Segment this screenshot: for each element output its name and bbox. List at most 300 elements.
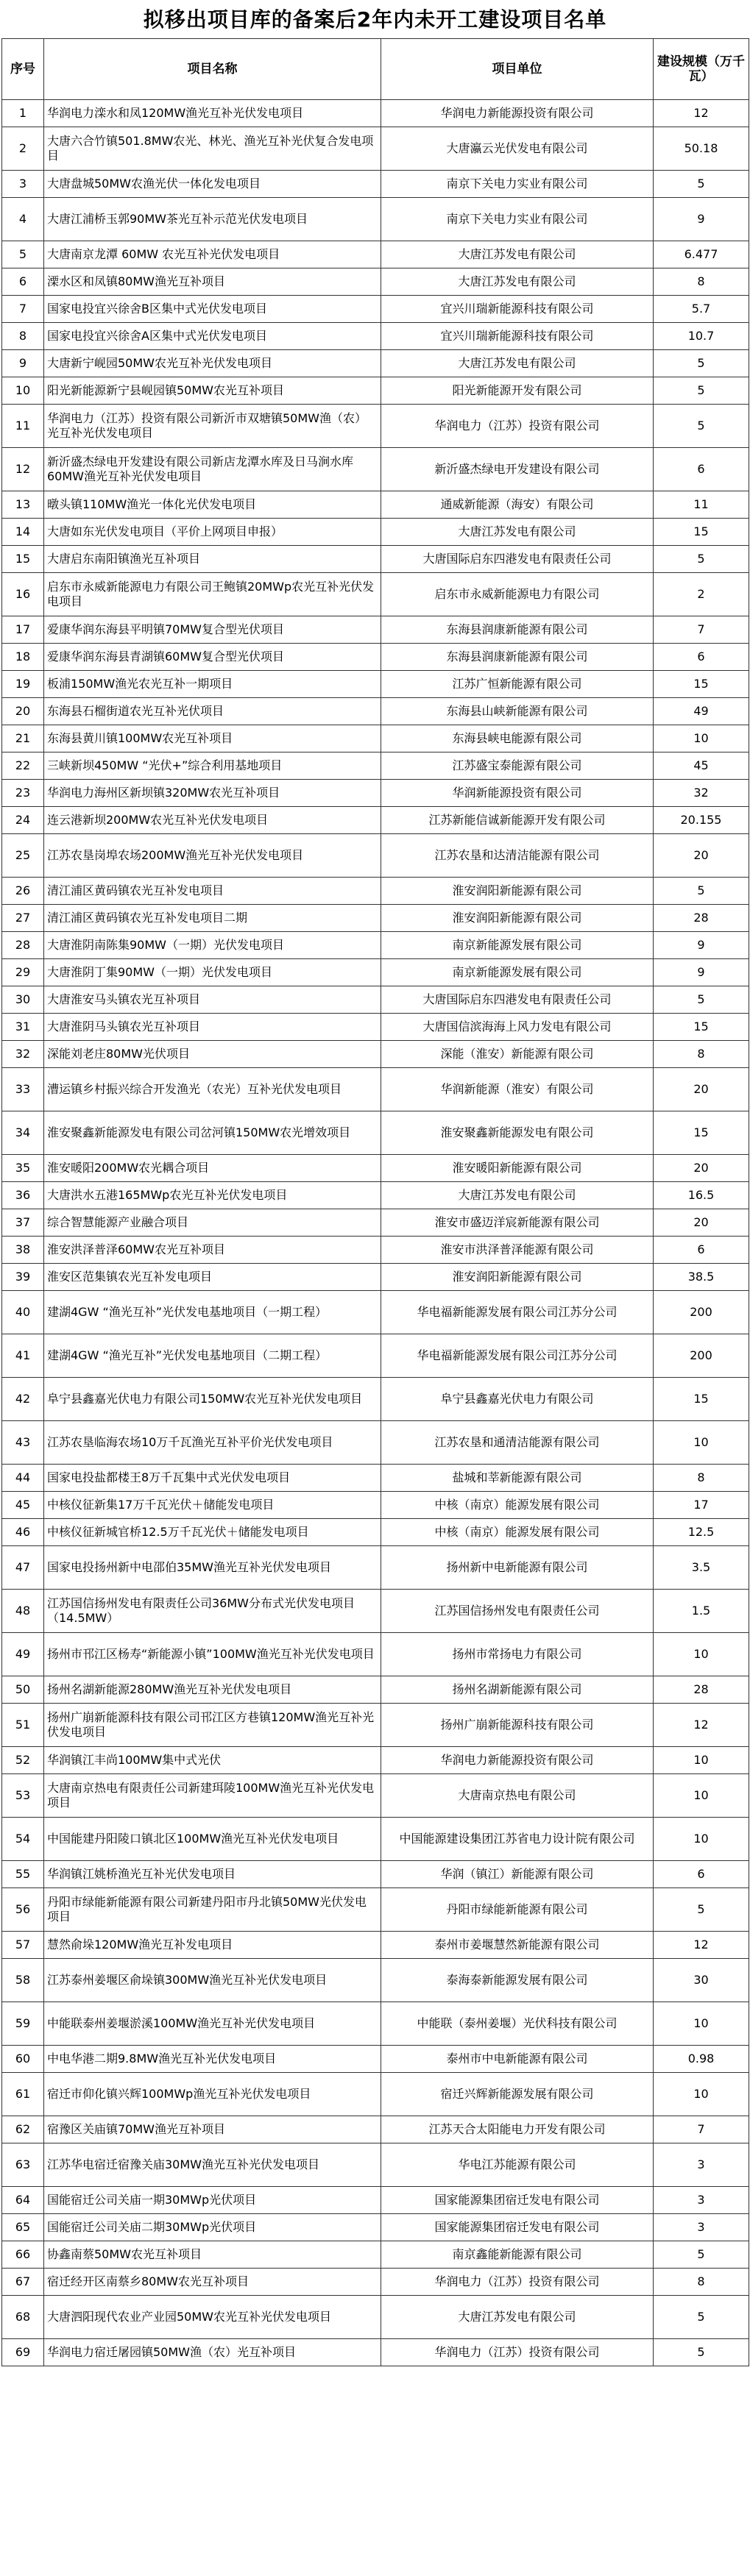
- cell-scale: 10: [654, 725, 749, 752]
- cell-project-name: 大唐南京龙潭 60MW 农光互补光伏发电项目: [44, 241, 381, 268]
- cell-no: 21: [2, 725, 44, 752]
- cell-project-name: 大唐淮阴丁集90MW（一期）光伏发电项目: [44, 959, 381, 986]
- cell-project-unit: 扬州名湖新能源有限公司: [381, 1676, 654, 1704]
- table-row: [2, 1959, 749, 2002]
- cell-project-unit: 泰州市姜堰慧然新能源有限公司: [381, 1932, 654, 1959]
- cell-scale: 9: [654, 198, 749, 241]
- cell-project-name: 大唐盘城50MW农渔光伏一体化发电项目: [44, 171, 381, 198]
- header-no: 序号: [2, 39, 44, 100]
- table-row: [2, 1818, 749, 1861]
- cell-no: 14: [2, 519, 44, 546]
- table-row: [2, 519, 749, 546]
- cell-project-unit: 宜兴川瑞新能源科技有限公司: [381, 323, 654, 350]
- cell-scale: 0.98: [654, 2046, 749, 2073]
- cell-no: 54: [2, 1818, 44, 1861]
- cell-project-unit: 大唐国际启东四港发电有限责任公司: [381, 546, 654, 573]
- cell-project-name: 中能联泰州姜堰淤溪100MW渔光互补光伏发电项目: [44, 2002, 381, 2046]
- cell-scale: 3: [654, 2214, 749, 2241]
- cell-project-name: 中国能建丹阳陵口镇北区100MW渔光互补光伏发电项目: [44, 1818, 381, 1861]
- cell-scale: 1.5: [654, 1590, 749, 1633]
- cell-project-name: 爱康华润东海县平明镇70MW复合型光伏项目: [44, 616, 381, 644]
- cell-no: 68: [2, 2296, 44, 2339]
- cell-no: 56: [2, 1888, 44, 1932]
- cell-no: 24: [2, 807, 44, 834]
- table-row: [2, 1182, 749, 1209]
- cell-project-name: 东海县石榴街道农光互补光伏项目: [44, 698, 381, 725]
- cell-project-name: 深能刘老庄80MW光伏项目: [44, 1041, 381, 1068]
- cell-project-unit: 扬州市常扬电力有限公司: [381, 1633, 654, 1676]
- table-row: [2, 2339, 749, 2366]
- table-row: [2, 2187, 749, 2214]
- cell-scale: 8: [654, 268, 749, 296]
- cell-no: 43: [2, 1421, 44, 1465]
- table-row: [2, 1155, 749, 1182]
- cell-project-name: 综合智慧能源产业融合项目: [44, 1209, 381, 1237]
- cell-scale: 30: [654, 1959, 749, 2002]
- table-row: [2, 2296, 749, 2339]
- cell-scale: 10: [654, 1818, 749, 1861]
- cell-no: 9: [2, 350, 44, 377]
- cell-scale: 15: [654, 1111, 749, 1155]
- table-row: [2, 2046, 749, 2073]
- cell-project-name: 宿迁经开区南蔡乡80MW农光互补项目: [44, 2269, 381, 2296]
- cell-project-name: 江苏国信扬州发电有限责任公司36MW分布式光伏发电项目（14.5MW）: [44, 1590, 381, 1633]
- table-row: [2, 1492, 749, 1519]
- cell-project-name: 华润电力海州区新坝镇320MW农光互补项目: [44, 780, 381, 807]
- table-row: [2, 1237, 749, 1264]
- cell-no: 35: [2, 1155, 44, 1182]
- cell-project-name: 建湖4GW “渔光互补”光伏发电基地项目（一期工程）: [44, 1291, 381, 1334]
- cell-no: 63: [2, 2143, 44, 2187]
- cell-project-name: 扬州广崩新能源科技有限公司邗江区方巷镇120MW渔光互补光伏发电项目: [44, 1704, 381, 1747]
- project-table: [1, 38, 749, 2366]
- cell-project-unit: 宿迁兴辉新能源发展有限公司: [381, 2073, 654, 2116]
- cell-project-unit: 泰海泰新能源发展有限公司: [381, 1959, 654, 2002]
- cell-project-name: 协鑫南蔡50MW农光互补项目: [44, 2241, 381, 2269]
- table-row: [2, 1014, 749, 1041]
- cell-project-name: 连云港新坝200MW农光互补光伏发电项目: [44, 807, 381, 834]
- table-row: [2, 1465, 749, 1492]
- cell-project-name: 淮安区范集镇农光互补发电项目: [44, 1264, 381, 1291]
- table-row: [2, 1068, 749, 1111]
- cell-project-unit: 大唐江苏发电有限公司: [381, 2296, 654, 2339]
- cell-project-name: 大唐南京热电有限责任公司新建珥陵100MW渔光互补光伏发电项目: [44, 1774, 381, 1818]
- table-row: [2, 1704, 749, 1747]
- cell-project-name: 国家电投盐都楼王8万千瓦集中式光伏发电项目: [44, 1465, 381, 1492]
- cell-scale: 8: [654, 2269, 749, 2296]
- cell-scale: 17: [654, 1492, 749, 1519]
- cell-project-name: 华润电力宿迁屠园镇50MW渔（农）光互补项目: [44, 2339, 381, 2366]
- table-row: [2, 905, 749, 932]
- cell-project-unit: 中能联（泰州姜堰）光伏科技有限公司: [381, 2002, 654, 2046]
- cell-project-unit: 大唐国际启东四港发电有限责任公司: [381, 986, 654, 1014]
- cell-project-unit: 国家能源集团宿迁发电有限公司: [381, 2187, 654, 2214]
- cell-project-unit: 华润电力（江苏）投资有限公司: [381, 2269, 654, 2296]
- cell-project-name: 国能宿迁公司关庙一期30MWp光伏项目: [44, 2187, 381, 2214]
- table-row: [2, 932, 749, 959]
- cell-project-name: 阳光新能源新宁县岘园镇50MW农光互补项目: [44, 377, 381, 405]
- table-row: [2, 878, 749, 905]
- cell-scale: 10: [654, 1633, 749, 1676]
- cell-no: 13: [2, 491, 44, 519]
- cell-no: 22: [2, 752, 44, 780]
- cell-project-name: 大唐新宁岘园50MW农光互补光伏发电项目: [44, 350, 381, 377]
- cell-no: 16: [2, 573, 44, 616]
- table-row: [2, 1291, 749, 1334]
- cell-no: 29: [2, 959, 44, 986]
- cell-project-unit: 阳光新能源开发有限公司: [381, 377, 654, 405]
- cell-scale: 28: [654, 1676, 749, 1704]
- cell-project-unit: 南京新能源发展有限公司: [381, 932, 654, 959]
- cell-project-unit: 阜宁县鑫嘉光伏电力有限公司: [381, 1378, 654, 1421]
- cell-scale: 16.5: [654, 1182, 749, 1209]
- cell-no: 10: [2, 377, 44, 405]
- cell-project-name: 华润镇江姚桥渔光互补光伏发电项目: [44, 1861, 381, 1888]
- table-row: [2, 2073, 749, 2116]
- table-row: [2, 1209, 749, 1237]
- table-row: [2, 807, 749, 834]
- cell-no: 42: [2, 1378, 44, 1421]
- table-row: [2, 405, 749, 448]
- cell-project-name: 江苏农垦岗埠农场200MW渔光互补光伏发电项目: [44, 834, 381, 878]
- cell-project-unit: 东海县润康新能源有限公司: [381, 616, 654, 644]
- cell-no: 32: [2, 1041, 44, 1068]
- cell-no: 47: [2, 1546, 44, 1590]
- cell-project-unit: 江苏新能信诚新能源开发有限公司: [381, 807, 654, 834]
- cell-project-unit: 华润电力新能源投资有限公司: [381, 1747, 654, 1774]
- cell-no: 34: [2, 1111, 44, 1155]
- cell-project-name: 宿迁市仰化镇兴辉100MWp渔光互补光伏发电项目: [44, 2073, 381, 2116]
- cell-no: 67: [2, 2269, 44, 2296]
- cell-project-unit: 东海县峡电能源有限公司: [381, 725, 654, 752]
- table-row: [2, 2269, 749, 2296]
- cell-no: 19: [2, 671, 44, 698]
- cell-scale: 38.5: [654, 1264, 749, 1291]
- cell-project-unit: 淮安市洪泽普泽能源有限公司: [381, 1237, 654, 1264]
- cell-scale: 20: [654, 1209, 749, 1237]
- cell-project-unit: 华电福新能源发展有限公司江苏分公司: [381, 1334, 654, 1378]
- cell-no: 40: [2, 1291, 44, 1334]
- cell-no: 57: [2, 1932, 44, 1959]
- cell-project-unit: 淮安市盛迈洋宸新能源有限公司: [381, 1209, 654, 1237]
- table-row: [2, 127, 749, 171]
- table-row: [2, 1590, 749, 1633]
- cell-scale: 6: [654, 1237, 749, 1264]
- cell-project-unit: 淮安暖阳新能源有限公司: [381, 1155, 654, 1182]
- cell-project-unit: 泰州市中电新能源有限公司: [381, 2046, 654, 2073]
- cell-scale: 20: [654, 1068, 749, 1111]
- cell-scale: 10.7: [654, 323, 749, 350]
- table-row: [2, 1519, 749, 1546]
- cell-no: 8: [2, 323, 44, 350]
- cell-no: 11: [2, 405, 44, 448]
- cell-scale: 5: [654, 546, 749, 573]
- table-row: [2, 1932, 749, 1959]
- cell-project-unit: 淮安润阳新能源有限公司: [381, 905, 654, 932]
- cell-project-unit: 华润新能源（淮安）有限公司: [381, 1068, 654, 1111]
- cell-project-unit: 江苏天合太阳能电力开发有限公司: [381, 2116, 654, 2143]
- cell-no: 64: [2, 2187, 44, 2214]
- cell-no: 5: [2, 241, 44, 268]
- cell-scale: 12: [654, 100, 749, 127]
- cell-project-name: 江苏农垦临海农场10万千瓦渔光互补平价光伏发电项目: [44, 1421, 381, 1465]
- table-row: [2, 2241, 749, 2269]
- cell-project-name: 华润镇江丰尚100MW集中式光伏: [44, 1747, 381, 1774]
- cell-no: 26: [2, 878, 44, 905]
- table-row: [2, 1334, 749, 1378]
- table-row: [2, 959, 749, 986]
- cell-project-name: 华润电力滦水和凤120MW渔光互补光伏发电项目: [44, 100, 381, 127]
- table-row: [2, 1888, 749, 1932]
- cell-scale: 200: [654, 1291, 749, 1334]
- cell-project-unit: 华润电力（江苏）投资有限公司: [381, 2339, 654, 2366]
- cell-project-name: 建湖4GW “渔光互补”光伏发电基地项目（二期工程）: [44, 1334, 381, 1378]
- table-row: [2, 1676, 749, 1704]
- cell-no: 20: [2, 698, 44, 725]
- cell-project-unit: 大唐江苏发电有限公司: [381, 519, 654, 546]
- table-row: [2, 377, 749, 405]
- cell-no: 12: [2, 448, 44, 491]
- table-row: [2, 1861, 749, 1888]
- cell-scale: 5: [654, 2296, 749, 2339]
- table-row: [2, 725, 749, 752]
- cell-scale: 12: [654, 1932, 749, 1959]
- cell-project-name: 大唐六合竹镇501.8MW农光、林光、渔光互补光伏复合发电项目: [44, 127, 381, 171]
- cell-project-name: 阜宁县鑫嘉光伏电力有限公司150MW农光互补光伏发电项目: [44, 1378, 381, 1421]
- header-unit: 项目单位: [381, 39, 654, 100]
- table-row: [2, 323, 749, 350]
- cell-scale: 10: [654, 2073, 749, 2116]
- cell-scale: 15: [654, 671, 749, 698]
- cell-no: 38: [2, 1237, 44, 1264]
- cell-project-unit: 宜兴川瑞新能源科技有限公司: [381, 296, 654, 323]
- cell-project-unit: 华润电力（江苏）投资有限公司: [381, 405, 654, 448]
- cell-project-name: 清江浦区黄码镇农光互补发电项目: [44, 878, 381, 905]
- cell-project-name: 清江浦区黄码镇农光互补发电项目二期: [44, 905, 381, 932]
- cell-no: 62: [2, 2116, 44, 2143]
- cell-project-name: 漕运镇乡村振兴综合开发渔光（农光）互补光伏发电项目: [44, 1068, 381, 1111]
- cell-project-unit: 中核（南京）能源发展有限公司: [381, 1519, 654, 1546]
- cell-no: 49: [2, 1633, 44, 1676]
- cell-project-unit: 扬州新中电新能源有限公司: [381, 1546, 654, 1590]
- cell-no: 31: [2, 1014, 44, 1041]
- cell-scale: 9: [654, 932, 749, 959]
- cell-scale: 7: [654, 616, 749, 644]
- cell-project-name: 华润电力（江苏）投资有限公司新沂市双塘镇50MW渔（农）光互补光伏发电项目: [44, 405, 381, 448]
- table-row: [2, 1421, 749, 1465]
- cell-scale: 11: [654, 491, 749, 519]
- cell-project-unit: 华润（镇江）新能源有限公司: [381, 1861, 654, 1888]
- cell-project-unit: 国家能源集团宿迁发电有限公司: [381, 2214, 654, 2241]
- table-row: [2, 2116, 749, 2143]
- cell-scale: 5: [654, 350, 749, 377]
- cell-scale: 15: [654, 519, 749, 546]
- cell-scale: 6: [654, 448, 749, 491]
- cell-scale: 6.477: [654, 241, 749, 268]
- header-scale: 建设规模（万千瓦）: [654, 39, 749, 100]
- cell-project-name: 国家电投扬州新中电邵伯35MW渔光互补光伏发电项目: [44, 1546, 381, 1590]
- cell-no: 2: [2, 127, 44, 171]
- cell-scale: 5: [654, 986, 749, 1014]
- cell-project-unit: 淮安聚鑫新能源发电有限公司: [381, 1111, 654, 1155]
- table-row: [2, 644, 749, 671]
- cell-project-name: 国能宿迁公司关庙二期30MWp光伏项目: [44, 2214, 381, 2241]
- cell-scale: 2: [654, 573, 749, 616]
- table-row: [2, 546, 749, 573]
- table-row: [2, 834, 749, 878]
- table-row: [2, 671, 749, 698]
- cell-no: 23: [2, 780, 44, 807]
- table-row: [2, 1747, 749, 1774]
- cell-project-unit: 江苏农垦和达清洁能源有限公司: [381, 834, 654, 878]
- table-row: [2, 1041, 749, 1068]
- cell-project-unit: 东海县山峡新能源有限公司: [381, 698, 654, 725]
- cell-scale: 6: [654, 644, 749, 671]
- table-row: [2, 2002, 749, 2046]
- cell-project-name: 大唐泗阳现代农业产业园50MW农光互补光伏发电项目: [44, 2296, 381, 2339]
- cell-scale: 5: [654, 2339, 749, 2366]
- cell-scale: 50.18: [654, 127, 749, 171]
- table-row: [2, 616, 749, 644]
- cell-project-unit: 大唐瀛云光伏发电有限公司: [381, 127, 654, 171]
- cell-project-unit: 扬州广崩新能源科技有限公司: [381, 1704, 654, 1747]
- cell-no: 6: [2, 268, 44, 296]
- cell-no: 28: [2, 932, 44, 959]
- cell-project-unit: 江苏广恒新能源有限公司: [381, 671, 654, 698]
- cell-project-name: 扬州名湖新能源280MW渔光互补光伏发电项目: [44, 1676, 381, 1704]
- cell-project-name: 中核仪征新集17万千瓦光伏＋储能发电项目: [44, 1492, 381, 1519]
- cell-no: 53: [2, 1774, 44, 1818]
- cell-no: 45: [2, 1492, 44, 1519]
- table-row: [2, 198, 749, 241]
- table-row: [2, 241, 749, 268]
- cell-project-name: 板浦150MW渔光农光互补一期项目: [44, 671, 381, 698]
- cell-scale: 5: [654, 377, 749, 405]
- cell-project-name: 宿豫区关庙镇70MW渔光互补项目: [44, 2116, 381, 2143]
- table-row: [2, 1378, 749, 1421]
- table-row: [2, 1111, 749, 1155]
- cell-no: 41: [2, 1334, 44, 1378]
- cell-project-unit: 南京下关电力实业有限公司: [381, 198, 654, 241]
- table-row: [2, 100, 749, 127]
- cell-project-name: 丹阳市绿能新能源有限公司新建丹阳市丹北镇50MW光伏发电项目: [44, 1888, 381, 1932]
- cell-no: 52: [2, 1747, 44, 1774]
- cell-project-unit: 中核（南京）能源发展有限公司: [381, 1492, 654, 1519]
- page-title: 拟移出项目库的备案后2年内未开工建设项目名单: [143, 7, 607, 32]
- cell-scale: 49: [654, 698, 749, 725]
- cell-no: 59: [2, 2002, 44, 2046]
- cell-project-unit: 大唐江苏发电有限公司: [381, 241, 654, 268]
- cell-scale: 5: [654, 2241, 749, 2269]
- cell-no: 17: [2, 616, 44, 644]
- cell-project-name: 国家电投宜兴徐舍B区集中式光伏发电项目: [44, 296, 381, 323]
- cell-project-name: 三峡新坝450MW “光伏+”综合利用基地项目: [44, 752, 381, 780]
- cell-no: 55: [2, 1861, 44, 1888]
- table-row: [2, 350, 749, 377]
- cell-scale: 45: [654, 752, 749, 780]
- cell-project-name: 淮安暖阳200MW农光耦合项目: [44, 1155, 381, 1182]
- cell-no: 4: [2, 198, 44, 241]
- cell-project-unit: 东海县润康新能源有限公司: [381, 644, 654, 671]
- cell-scale: 12.5: [654, 1519, 749, 1546]
- cell-scale: 8: [654, 1041, 749, 1068]
- cell-project-name: 爱康华润东海县青湖镇60MW复合型光伏项目: [44, 644, 381, 671]
- cell-project-name: 江苏泰州姜堰区俞垛镇300MW渔光互补光伏发电项目: [44, 1959, 381, 2002]
- cell-no: 69: [2, 2339, 44, 2366]
- table-row: [2, 2214, 749, 2241]
- cell-project-unit: 丹阳市绿能新能源有限公司: [381, 1888, 654, 1932]
- cell-project-name: 扬州市邗江区杨寿“新能源小镇”100MW渔光互补光伏发电项目: [44, 1633, 381, 1676]
- cell-project-name: 大唐洪水五港165MWp农光互补光伏发电项目: [44, 1182, 381, 1209]
- cell-project-unit: 大唐江苏发电有限公司: [381, 350, 654, 377]
- cell-scale: 200: [654, 1334, 749, 1378]
- cell-project-unit: 淮安润阳新能源有限公司: [381, 878, 654, 905]
- table-row: [2, 171, 749, 198]
- table-row: [2, 780, 749, 807]
- cell-scale: 8: [654, 1465, 749, 1492]
- table-row: [2, 448, 749, 491]
- cell-no: 18: [2, 644, 44, 671]
- cell-project-unit: 江苏盛宝泰能源有限公司: [381, 752, 654, 780]
- cell-project-unit: 华润电力新能源投资有限公司: [381, 100, 654, 127]
- cell-project-name: 慧然俞垛120MW渔光互补发电项目: [44, 1932, 381, 1959]
- table-row: [2, 573, 749, 616]
- cell-no: 51: [2, 1704, 44, 1747]
- cell-no: 3: [2, 171, 44, 198]
- cell-scale: 5: [654, 878, 749, 905]
- cell-no: 65: [2, 2214, 44, 2241]
- cell-project-unit: 中国能源建设集团江苏省电力设计院有限公司: [381, 1818, 654, 1861]
- cell-scale: 3: [654, 2143, 749, 2187]
- cell-project-name: 新沂盛杰绿电开发建设有限公司新店龙潭水库及日马涧水库60MW渔光互补光伏发电项目: [44, 448, 381, 491]
- cell-project-unit: 盐城和莘新能源有限公司: [381, 1465, 654, 1492]
- table-row: [2, 1264, 749, 1291]
- table-row: [2, 1546, 749, 1590]
- cell-project-name: 中核仪征新城官桥12.5万千瓦光伏＋储能发电项目: [44, 1519, 381, 1546]
- cell-no: 7: [2, 296, 44, 323]
- cell-no: 44: [2, 1465, 44, 1492]
- header-name: 项目名称: [44, 39, 381, 100]
- cell-project-unit: 江苏农垦和通清洁能源有限公司: [381, 1421, 654, 1465]
- table-row: [2, 1633, 749, 1676]
- cell-no: 36: [2, 1182, 44, 1209]
- cell-project-unit: 大唐江苏发电有限公司: [381, 1182, 654, 1209]
- cell-no: 61: [2, 2073, 44, 2116]
- cell-project-name: 大唐江浦桥玉郭90MW茶光互补示范光伏发电项目: [44, 198, 381, 241]
- cell-no: 58: [2, 1959, 44, 2002]
- table-row: [2, 1774, 749, 1818]
- cell-scale: 5: [654, 1888, 749, 1932]
- cell-project-name: 大唐淮阴南陈集90MW（一期）光伏发电项目: [44, 932, 381, 959]
- cell-no: 33: [2, 1068, 44, 1111]
- cell-project-name: 东海县黄川镇100MW农光互补项目: [44, 725, 381, 752]
- cell-scale: 12: [654, 1704, 749, 1747]
- table-header-row: [2, 39, 749, 100]
- cell-project-name: 暾头镇110MW渔光一体化光伏发电项目: [44, 491, 381, 519]
- cell-scale: 3.5: [654, 1546, 749, 1590]
- cell-project-unit: 江苏国信扬州发电有限责任公司: [381, 1590, 654, 1633]
- cell-scale: 9: [654, 959, 749, 986]
- cell-project-unit: 南京鑫能新能源有限公司: [381, 2241, 654, 2269]
- cell-project-name: 淮安洪泽普泽60MW农光互补项目: [44, 1237, 381, 1264]
- cell-scale: 5.7: [654, 296, 749, 323]
- cell-project-name: 江苏华电宿迁宿豫关庙30MW渔光互补光伏发电项目: [44, 2143, 381, 2187]
- cell-scale: 10: [654, 2002, 749, 2046]
- cell-scale: 20: [654, 834, 749, 878]
- cell-scale: 3: [654, 2187, 749, 2214]
- cell-no: 37: [2, 1209, 44, 1237]
- cell-project-name: 大唐淮安马头镇农光互补项目: [44, 986, 381, 1014]
